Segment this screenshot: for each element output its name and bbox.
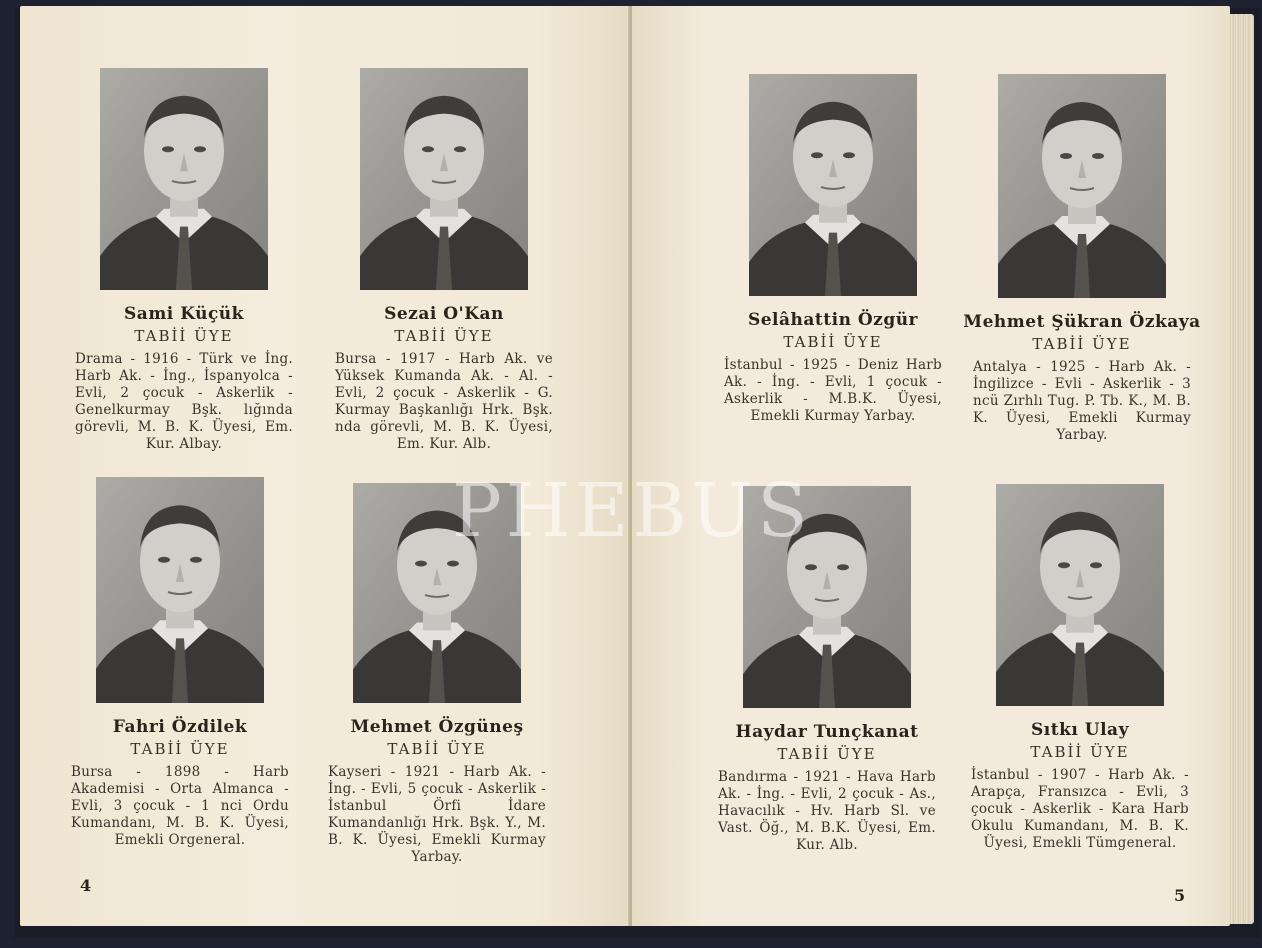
member-role: TABİİ ÜYE (1032, 335, 1132, 353)
member-role: TABİİ ÜYE (777, 745, 877, 763)
member-name: Selâhattin Özgür (747, 310, 919, 330)
member-role: TABİİ ÜYE (130, 740, 230, 758)
portrait-photo (743, 486, 911, 708)
member-name: Sami Küçük (124, 304, 244, 324)
portrait-photo (353, 483, 521, 703)
member-role: TABİİ ÜYE (783, 333, 883, 351)
page-number-right: 5 (1174, 886, 1186, 905)
member-entry (707, 486, 947, 854)
member-bio: İstanbul - 1907 - Harb Ak. - Arapça, Fransızca - Evli, 3 çocuk - Askerlik - Kara Harb Okulu Kumandanı, M. B. K. Üyesi, Emekli Tümgeneral. (971, 767, 1189, 851)
member-role: TABİİ ÜYE (1030, 743, 1130, 761)
member-entry (960, 484, 1200, 852)
watermark: PHEBUS (452, 468, 812, 554)
member-entry (60, 477, 300, 849)
page-edges (1230, 14, 1254, 924)
portrait-photo (996, 484, 1164, 706)
member-role: TABİİ ÜYE (394, 327, 494, 345)
member-bio: Bursa - 1898 - Harb Akademisi - Orta Almanca - Evli, 3 çocuk - 1 nci Ordu Kumandanı, M. B. K. Üyesi, Emekli Orgeneral. (71, 764, 289, 848)
member-name: Fahri Özdilek (112, 717, 248, 737)
member-entry (317, 483, 557, 866)
member-name: Sezai O'Kan (384, 304, 504, 324)
member-bio: Drama - 1916 - Türk ve İng. Harb Ak. - İng., İspanyolca - Evli, 2 çocuk - Askerlik - Genelkurmay Bşk. lığında görevli, M. B. K. Üyesi, Em. Kur. Albay. (75, 351, 293, 452)
member-entry (713, 74, 953, 425)
member-entry (64, 68, 304, 453)
member-bio: Bandırma - 1921 - Hava Harb Ak. - İng. - Evli, 2 çocuk - As., Havacılık - Hv. Harb Sl. ve Vast. Öğ., M. B.K. Üyesi, Em. Kur. Alb. (718, 769, 936, 853)
member-name: Haydar Tunçkanat (735, 722, 919, 742)
member-entry (324, 68, 564, 453)
member-name: Mehmet Şükran Özkaya (963, 312, 1201, 332)
portrait-photo (998, 74, 1166, 298)
portrait-photo (96, 477, 264, 703)
member-name: Sıtkı Ulay (1031, 720, 1129, 740)
member-role: TABİİ ÜYE (387, 740, 487, 758)
member-bio: Kayseri - 1921 - Harb Ak. - İng. - Evli, 5 çocuk - Askerlik - İstanbul Örfi İdare Kumandanlığı Hrk. Bşk. Y., M. B. K. Üyesi, Emekli Kurmay Yarbay. (328, 764, 546, 865)
member-name: Mehmet Özgüneş (350, 717, 524, 737)
portrait-photo (360, 68, 528, 290)
member-entry (962, 74, 1202, 444)
member-bio: Antalya - 1925 - Harb Ak. - İngilizce - Evli - Askerlik - 3 ncü Zırhlı Tug. P. Tb. K., M. B. K. Üyesi, Emekli Kurmay Yarbay. (973, 359, 1191, 443)
member-role: TABİİ ÜYE (134, 327, 234, 345)
member-bio: İstanbul - 1925 - Deniz Harb Ak. - İng. - Evli, 1 çocuk - Askerlik - M.B.K. Üyesi, Emekli Kurmay Yarbay. (724, 357, 942, 424)
portrait-photo (100, 68, 268, 290)
member-bio: Bursa - 1917 - Harb Ak. ve Yüksek Kumanda Ak. - Al. - Evli, 2 çocuk - Askerlik - G. Kurmay Başkanlığı Hrk. Bşk. nda görevli, M. B. K. Üyesi, Em. Kur. Alb. (335, 351, 553, 452)
portrait-photo (749, 74, 917, 296)
page-number-left: 4 (80, 876, 92, 895)
